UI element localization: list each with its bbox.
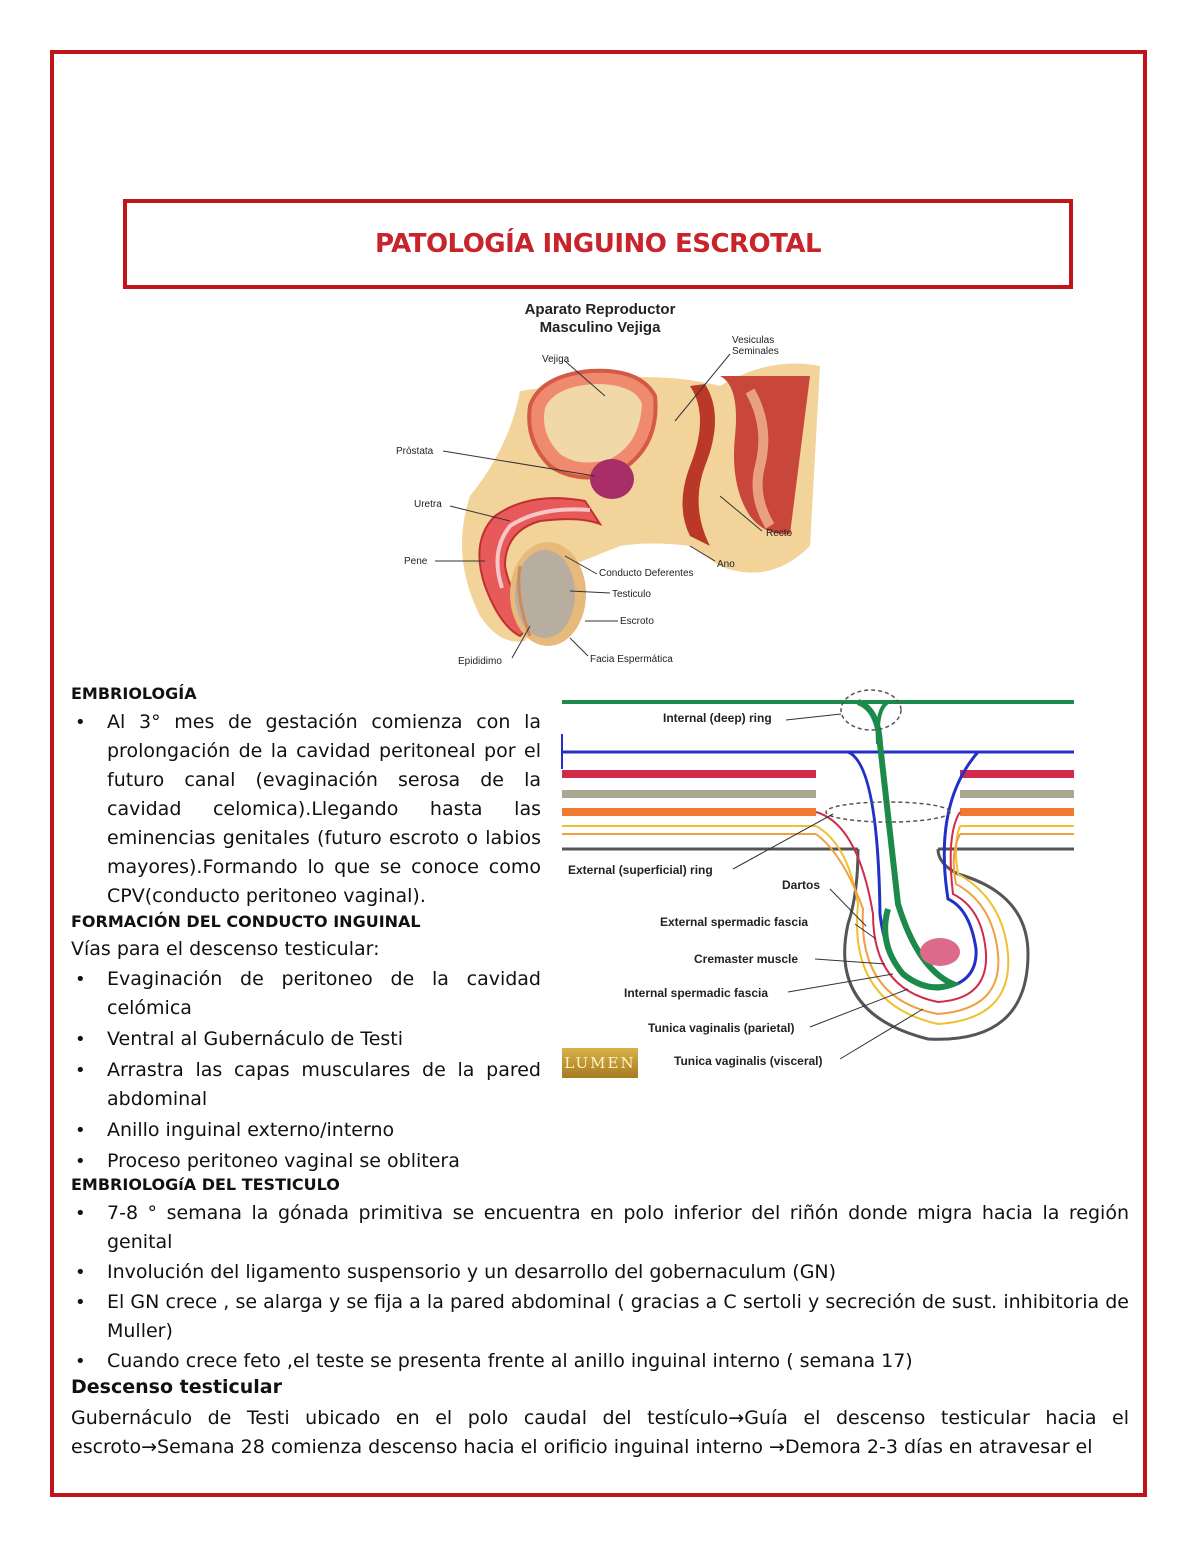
label-prostata: Próstata <box>396 446 434 457</box>
label-vejiga: Vejiga <box>542 354 570 365</box>
formacion-list <box>71 965 541 1176</box>
testiculo-list <box>71 1199 1129 1376</box>
list-item: • Al 3° mes de gestación comienza con la prolongación de la cavidad peritoneal por el futuro canal (evaginación serosa de la cavidad celomica).Llegando hasta las eminencias genitales (futuro escroto o labios mayores).Formando lo que se conoce como CPV(conducto peritoneo vaginal). <box>71 708 541 911</box>
heading-embriologia: EMBRIOLOGÍA <box>71 684 197 703</box>
lumen-logo: LUMEN <box>562 1048 638 1078</box>
label-dartos: Dartos <box>782 878 821 892</box>
heading-formacion: FORMACIÓN DEL CONDUCTO INGUINAL <box>71 912 421 931</box>
label-escroto: Escroto <box>620 616 654 627</box>
anatomy-figure <box>390 296 830 674</box>
list-item: • 7-8 ° semana la gónada primitiva se encuentra en polo inferior del riñón donde migra hacia la región genital <box>71 1199 1129 1257</box>
label-int-fascia: Internal spermadic fascia <box>624 986 769 1000</box>
label-ext-fascia: External spermadic fascia <box>660 915 809 929</box>
label-facia: Facia Espermática <box>590 654 673 665</box>
label-ano: Ano <box>717 559 735 570</box>
list-item: • Cuando crece feto ,el teste se presenta frente al anillo inguinal interno ( semana 17) <box>71 1347 1129 1376</box>
label-uretra: Uretra <box>414 499 442 510</box>
label-tv-parietal: Tunica vaginalis (parietal) <box>648 1021 795 1035</box>
page-title: PATOLOGÍA INGUINO ESCROTAL <box>374 229 822 259</box>
label-internal-ring: Internal (deep) ring <box>663 711 772 725</box>
list-item: • Arrastra las capas musculares de la pared abdominal <box>71 1056 541 1114</box>
inguinal-canal-figure <box>558 684 1078 1084</box>
list-item: • Involución del ligamento suspensorio y un desarrollo del gobernaculum (GN) <box>71 1258 1129 1287</box>
label-vesiculas-1: Vesiculas <box>732 335 775 346</box>
heading-descenso: Descenso testicular <box>71 1376 282 1398</box>
label-testiculo: Testiculo <box>612 589 651 600</box>
label-cremaster: Cremaster muscle <box>694 952 799 966</box>
label-pene: Pene <box>404 556 428 567</box>
label-conducto: Conducto Deferentes <box>599 568 694 579</box>
list-item: • Ventral al Gubernáculo de Testi <box>71 1025 541 1054</box>
list-item: • Proceso peritoneo vaginal se oblitera <box>71 1147 541 1176</box>
descenso-text: Gubernáculo de Testi ubicado en el polo caudal del testículo→Guía el descenso testicular hacia el escroto→Semana 28 comienza descenso hacia el orificio inguinal interno →Demora 2-3 días en atravesar el <box>71 1407 1129 1458</box>
label-epididimo: Epididimo <box>458 656 502 667</box>
formacion-intro: Vías para el descenso testicular: <box>71 938 380 960</box>
label-vesiculas-2: Seminales <box>732 346 779 357</box>
list-item: • Evaginación de peritoneo de la cavidad celómica <box>71 965 541 1023</box>
fig1-title-1: Aparato Reproductor <box>524 301 676 318</box>
label-recto: Recto <box>766 528 793 539</box>
embriologia-list <box>71 708 541 911</box>
heading-testiculo: EMBRIOLOGíA DEL TESTICULO <box>71 1175 340 1194</box>
fig1-title-2: Masculino Vejiga <box>539 319 661 336</box>
list-item: • El GN crece , se alarga y se fija a la pared abdominal ( gracias a C sertoli y secreción de sust. inhibitoria de Muller) <box>71 1288 1129 1346</box>
title-box <box>123 199 1073 289</box>
label-external-ring: External (superficial) ring <box>568 863 713 877</box>
label-tv-visceral: Tunica vaginalis (visceral) <box>674 1054 823 1068</box>
list-item: • Anillo inguinal externo/interno <box>71 1116 541 1145</box>
